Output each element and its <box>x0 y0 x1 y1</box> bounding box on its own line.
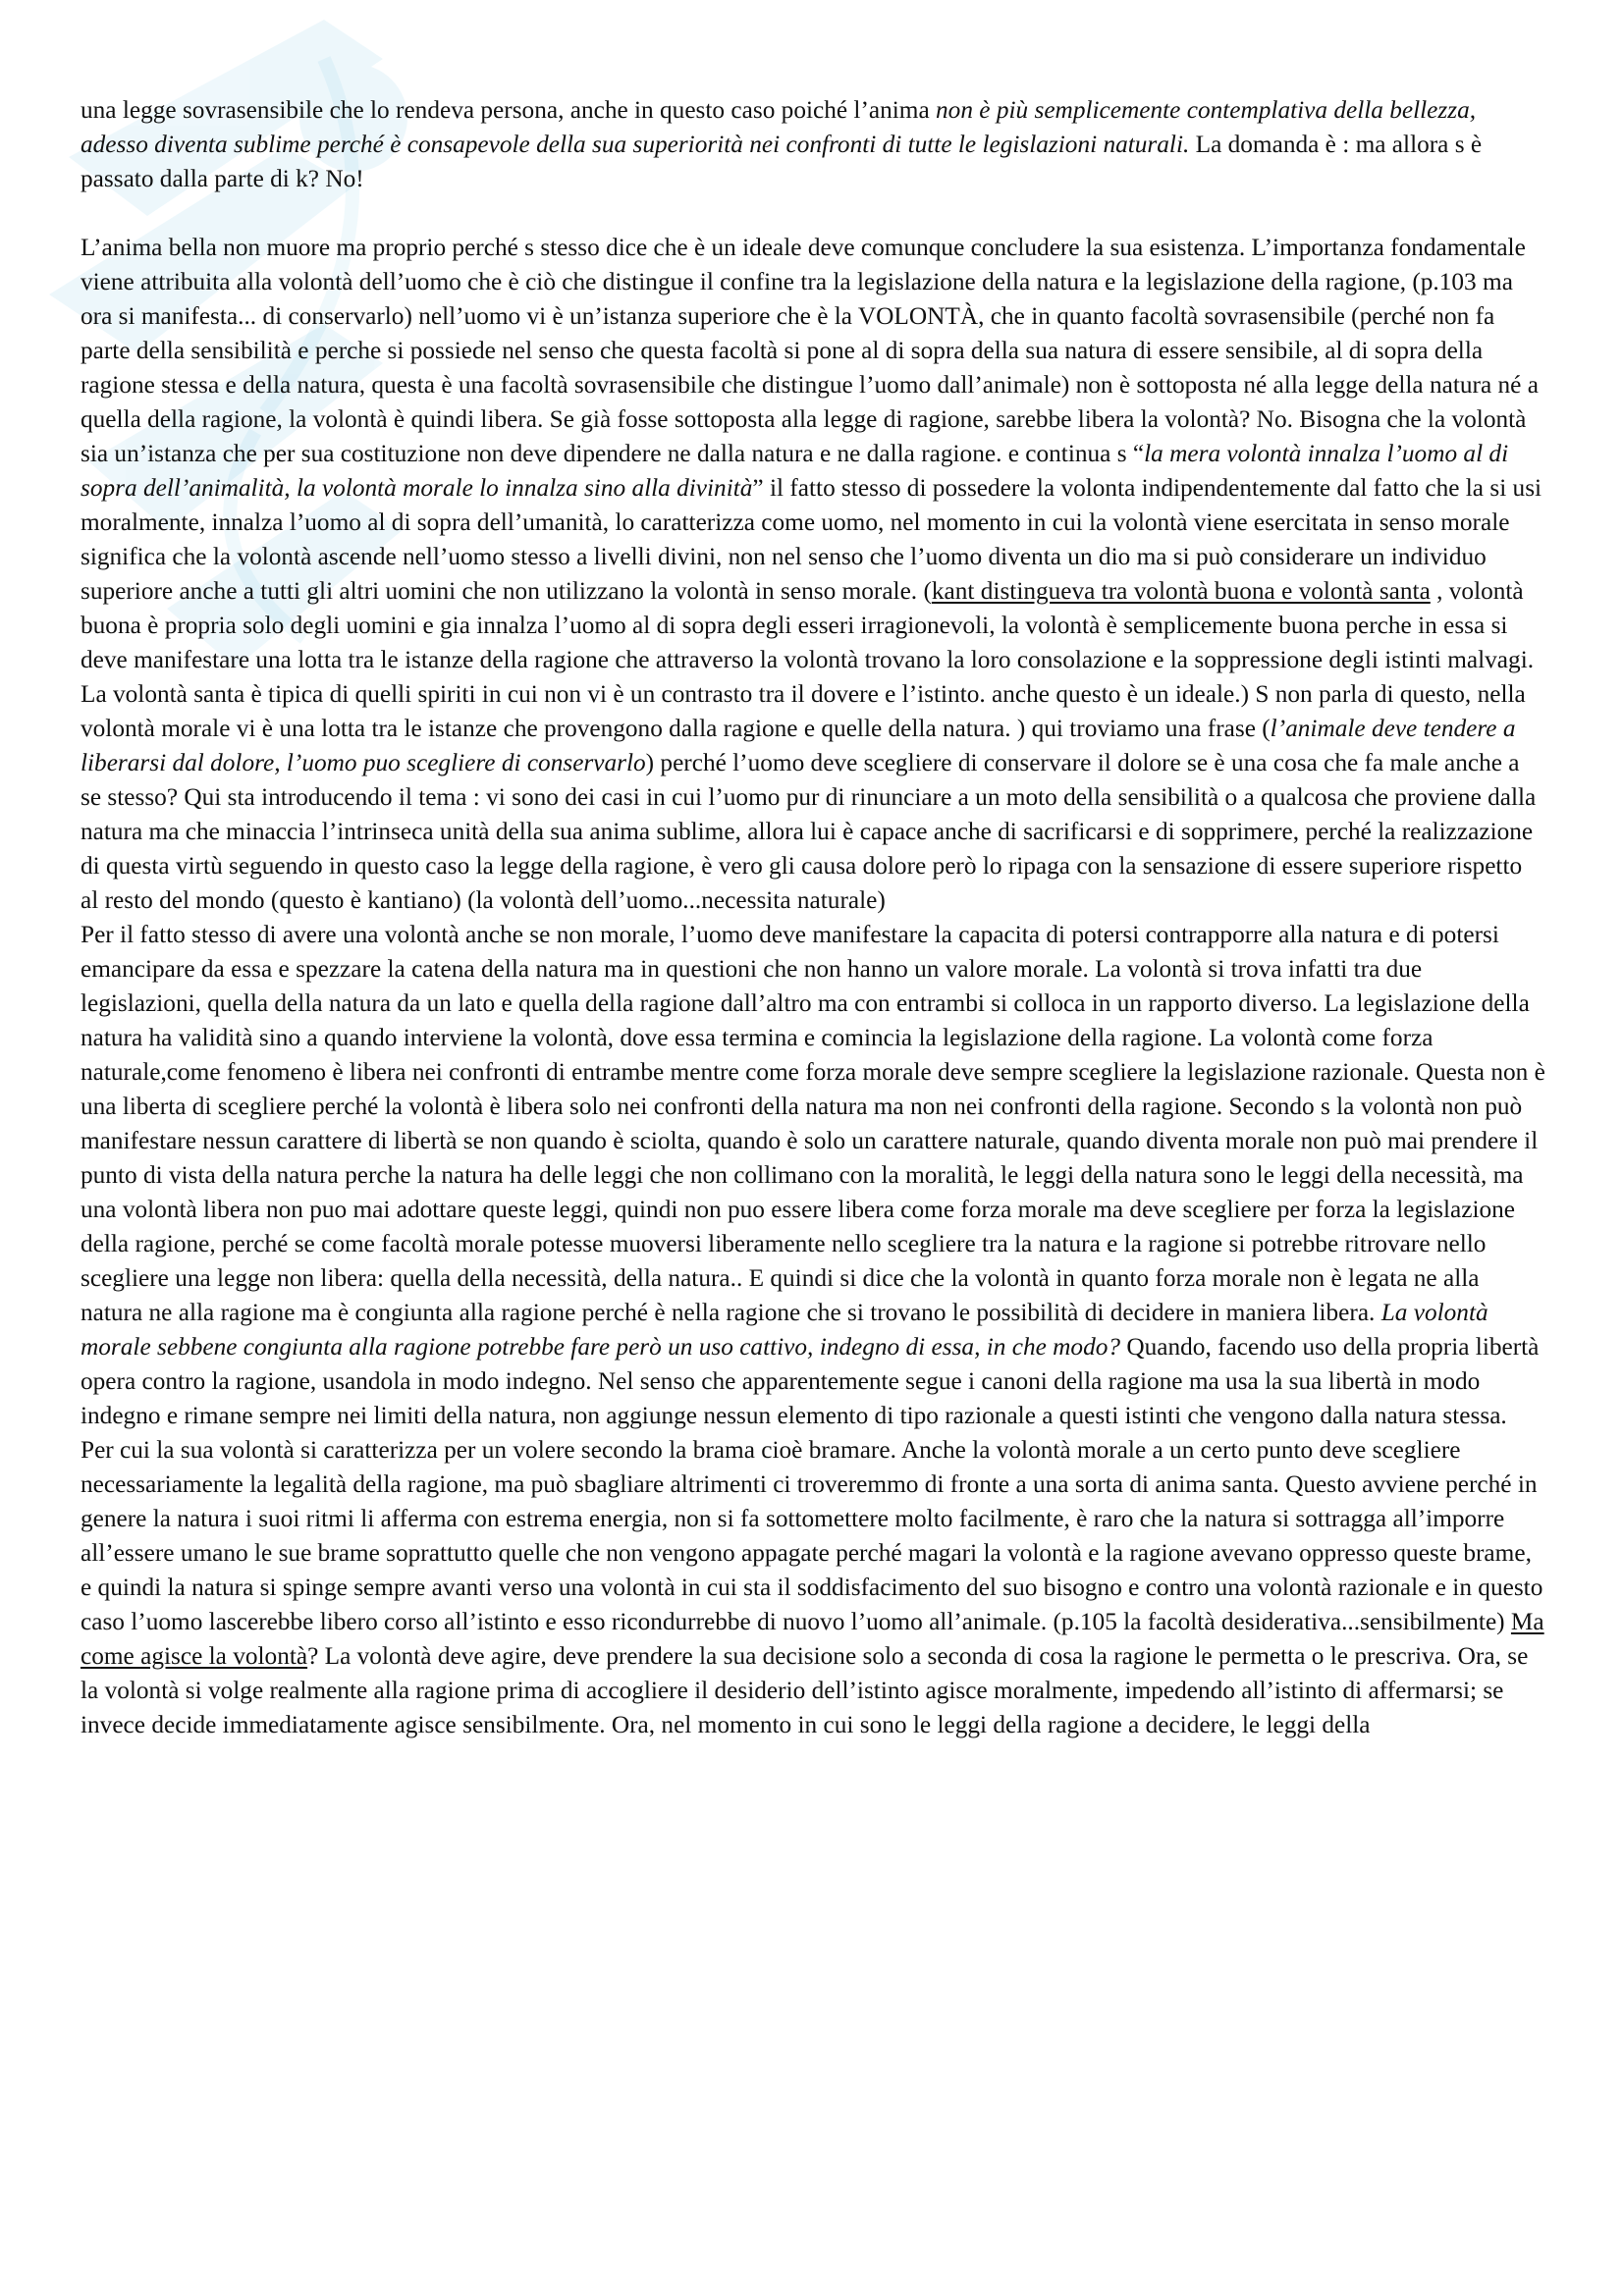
text-segment: , volontà buona è propria solo degli uomini e gia innalza l’uomo al di sopra degli esseri irragionevoli, la volontà è semplicemente buona perche in essa si deve manifestare una lotta tra le istanze della ragione che attraverso la volontà trovano la loro consolazione e la soppressione degli istinti malvagi. La volontà santa è tipica di quelli spiriti in cui non vi è un contrasto tra il dovere e l’istinto. anche questo è un ideale.) S non parla di questo, nella volontà morale vi è una lotta tra le istanze che provengono dalla ragione e quelle della natura. ) qui troviamo una frase ( <box>81 577 1535 742</box>
text-segment: una legge sovrasensibile che lo rendeva persona, anche in questo caso poiché l’anima <box>81 96 937 124</box>
text-segment: ) perché l’uomo deve scegliere di conservare il dolore se è una cosa che fa male anche a se stesso? Qui sta introducendo il tema : vi sono dei casi in cui l’uomo pur di rinunciare a un moto della sensibilità o a qualcosa che proviene dalla natura ma che minaccia l’intrinseca unità della sua anima sublime, allora lui è capace anche di sacrificarsi e di sopprimere, perché la realizzazione di questa virtù seguendo in questo caso la legge della ragione, è vero gli causa dolore però lo ripaga con la sensazione di essere superiore rispetto al resto del mondo (questo è kantiano) (la volontà dell’uomo...necessita naturale) <box>81 749 1537 914</box>
text-segment: L’anima bella non muore ma proprio perché s stesso dice che è un ideale deve comunque concludere la sua esistenza. L’importanza fondamentale viene attribuita alla volontà dell’uomo che è ciò che distingue il confine tra la legislazione della natura e la legislazione della ragione, (p.103 ma ora si manifesta... di conservarlo) nell’uomo vi è un’istanza superiore che è la VOLONTÀ, che in quanto facoltà sovrasensibile (perché non fa parte della sensibilità e perche si possiede nel senso che questa facoltà si pone al di sopra della sua natura di essere sensibile, al di sopra della ragione stessa e della natura, questa è una facoltà sovrasensibile che distingue l’uomo dall’animale) non è sottoposta né alla legge della natura né a quella della ragione, la volontà è quindi libera. Se già fosse sottoposta alla legge di ragione, sarebbe libera la volontà? No. Bisogna che la volontà sia un’istanza che per sua costituzione non deve dipendere ne dalla natura e ne dalla ragione. e continua s “ <box>81 234 1539 467</box>
italic-quote: l’animale deve tendere a liberarsi dal dolore, l’uomo puo scegliere di conservarlo <box>81 715 1516 776</box>
underlined-text: kant distingueva tra volontà buona e volontà santa <box>931 577 1431 605</box>
paragraph <box>81 918 1545 1742</box>
text-segment: La domanda è : ma allora s è passato dalla parte di k? No! <box>81 131 1483 192</box>
document-body <box>81 93 1545 1742</box>
paragraph <box>81 231 1545 918</box>
underlined-text: Ma come agisce la volontà <box>81 1608 1544 1670</box>
text-segment: ” il fatto stesso di possedere la volonta indipendentemente dal fatto che la si usi moralmente, innalza l’uomo al di sopra dell’umanità, lo caratterizza come uomo, nel momento in cui la volontà viene esercitata in senso morale significa che la volontà ascende nell’uomo stesso a livelli divini, non nel senso che l’uomo diventa un dio ma si può considerare un individuo superiore anche a tutti gli altri uomini che non utilizzano la volontà in senso morale. ( <box>81 474 1542 605</box>
paragraph <box>81 93 1545 196</box>
italic-quote: la mera volontà innalza l’uomo al di sopra dell’animalità, la volontà morale lo innalza sino alla divinità <box>81 440 1509 502</box>
italic-quote: non è più semplicemente contemplativa della bellezza, adesso diventa sublime perché è consapevole della sua superiorità nei confronti di tutte le legislazioni naturali. <box>81 96 1477 158</box>
italic-quote: La volontà morale sebbene congiunta alla ragione potrebbe fare però un uso cattivo, indegno di essa, in che modo? <box>81 1299 1488 1361</box>
text-segment: Quando, facendo uso della propria libertà opera contro la ragione, usandola in modo indegno. Nel senso che apparentemente segue i canoni della ragione ma usa la sua libertà in modo indegno e rimane sempre nei limiti della natura, non aggiunge nessun elemento di tipo razionale a questi istinti che vengono dalla natura stessa. Per cui la sua volontà si caratterizza per un volere secondo la brama cioè bramare. Anche la volontà morale a un certo punto deve scegliere necessariamente la legalità della ragione, ma può sbagliare altrimenti ci troveremmo di fronte a una sorta di anima santa. Questo avviene perché in genere la natura i suoi ritmi li afferma con estrema energia, non si fa sottomettere molto facilmente, è raro che la natura si sottragga all’imporre all’essere umano le sue brame soprattutto quelle che non vengono appagate perché magari la volontà e la ragione avevano oppresso queste brame, e quindi la natura si spinge sempre avanti verso una volontà in cui sta il soddisfacimento del suo bisogno e contro una volontà razionale e in questo caso l’uomo lascerebbe libero corso all’istinto e esso ricondurrebbe di nuovo l’uomo all’animale. (p.105 la facoltà desiderativa...sensibilmente) <box>81 1333 1543 1635</box>
text-segment: Per il fatto stesso di avere una volontà anche se non morale, l’uomo deve manifestare la capacita di potersi contrapporre alla natura e di potersi emancipare da essa e spezzare la catena della natura ma in questioni che non hanno un valore morale. La volontà si trova infatti tra due legislazioni, quella della natura da un lato e quella della ragione dall’altro ma con entrambi si colloca in un rapporto diverso. La legislazione della natura ha validità sino a quando interviene la volontà, dove essa termina e comincia la legislazione della ragione. La volontà come forza naturale,come fenomeno è libera nei confronti di entrambe mentre come forza morale deve sempre scegliere la legislazione razionale. Questa non è una liberta di scegliere perché la volontà è libera solo nei confronti della natura ma non nei confronti della ragione. Secondo s la volontà non può manifestare nessun carattere di libertà se non quando è sciolta, quando è solo un carattere naturale, quando diventa morale non può mai prendere il punto di vista della natura perche la natura ha delle leggi che non collimano con la moralità, le leggi della natura sono le leggi della necessità, ma una volontà libera non puo mai adottare queste leggi, quindi non puo essere libera come forza morale ma deve scegliere per forza la legislazione della ragione, perché se come facoltà morale potesse muoversi liberamente nello scegliere tra la natura e la ragione si potrebbe ritrovare nello scegliere una legge non libera: quella della necessità, della natura.. E quindi si dice che la volontà in quanto forza morale non è legata ne alla natura ne alla ragione ma è congiunta alla ragione perché è nella ragione che si trovano le possibilità di decidere in maniera libera. <box>81 921 1545 1326</box>
text-segment: ? La volontà deve agire, deve prendere la sua decisione solo a seconda di cosa la ragione le permetta o le prescriva. Ora, se la volontà si volge realmente alla ragione prima di accogliere il desiderio dell’istinto agisce moralmente, impedendo all’istinto di affermarsi; se invece decide immediatamente agisce sensibilmente. Ora, nel momento in cui sono le leggi della ragione a decidere, le leggi della <box>81 1642 1529 1738</box>
